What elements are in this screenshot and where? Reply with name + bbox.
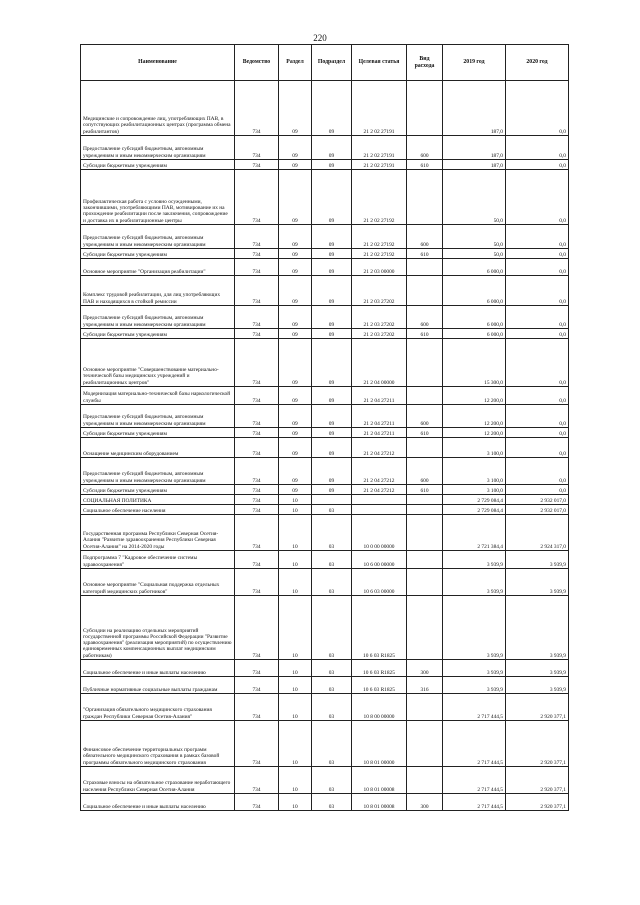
header-2020: 2020 год (506, 45, 569, 81)
cell-2019: 2 717 444,5 (443, 721, 506, 767)
cell-podrazdel: 09 (312, 81, 352, 136)
cell-name: "Организация обязательного медицинского страхования граждан Республики Северная Осетия-Алания" (81, 694, 235, 721)
cell-target-article: 21 2 04 27211 (352, 387, 407, 405)
cell-2019: 2 729 084,4 (443, 505, 506, 515)
cell-target-article: 21 2 04 27212 (352, 438, 407, 458)
table-row (81, 428, 569, 438)
cell-2020: 0,0 (506, 438, 569, 458)
cell-ved: 734 (235, 438, 279, 458)
cell-target-article: 21 2 04 27212 (352, 485, 407, 495)
cell-ved: 734 (235, 276, 279, 306)
cell-target-article: 10 6 03 R1825 (352, 660, 407, 677)
cell-target-article: 10 8 00 00000 (352, 694, 407, 721)
cell-razdel: 09 (279, 458, 312, 485)
cell-podrazdel: 03 (312, 767, 352, 794)
cell-expense-type (407, 694, 443, 721)
table-row (81, 259, 569, 276)
cell-expense-type (407, 170, 443, 225)
cell-2020: 3 939,9 (506, 677, 569, 694)
cell-target-article: 21 2 04 27211 (352, 428, 407, 438)
cell-expense-type: 600 (407, 458, 443, 485)
cell-name: Профилактическая работа с условно осужденными, закончившими, употребляющими ПАВ, мотивирование их на прохождение реабилитации после заключения, сопровождение и доставка их в реабилитационные центры (81, 170, 235, 225)
cell-2019: 3 939,9 (443, 660, 506, 677)
cell-2020: 2 920 377,1 (506, 721, 569, 767)
cell-2020: 0,0 (506, 259, 569, 276)
cell-razdel: 10 (279, 677, 312, 694)
cell-razdel: 09 (279, 136, 312, 160)
table-row (81, 485, 569, 495)
table-row (81, 694, 569, 721)
cell-2019: 6 000,0 (443, 329, 506, 339)
cell-target-article: 21 2 03 27202 (352, 329, 407, 339)
cell-name: СОЦИАЛЬНАЯ ПОЛИТИКА (81, 495, 235, 505)
cell-2019: 6 000,0 (443, 276, 506, 306)
cell-expense-type (407, 721, 443, 767)
cell-expense-type: 600 (407, 136, 443, 160)
cell-podrazdel: 09 (312, 170, 352, 225)
cell-2019: 12 200,0 (443, 405, 506, 428)
cell-ved: 734 (235, 569, 279, 596)
cell-expense-type (407, 551, 443, 569)
cell-name: Субсидии бюджетным учреждениям (81, 428, 235, 438)
cell-name: Государственная программа Республики Северная Осетия-Алания "Развитие здравоохранения Республики Северная Осетия-Алания" на 2014-2020 годы (81, 515, 235, 551)
cell-2020: 0,0 (506, 170, 569, 225)
cell-2020: 0,0 (506, 405, 569, 428)
table-row (81, 721, 569, 767)
cell-ved: 734 (235, 249, 279, 259)
cell-2020: 0,0 (506, 306, 569, 329)
cell-2020: 3 939,9 (506, 596, 569, 660)
cell-razdel: 09 (279, 339, 312, 387)
cell-2019: 3 939,9 (443, 551, 506, 569)
cell-razdel: 09 (279, 249, 312, 259)
cell-2020: 0,0 (506, 339, 569, 387)
cell-razdel: 09 (279, 259, 312, 276)
cell-razdel: 09 (279, 329, 312, 339)
cell-2020: 0,0 (506, 485, 569, 495)
budget-table (80, 44, 569, 811)
cell-podrazdel: 09 (312, 458, 352, 485)
cell-razdel: 09 (279, 170, 312, 225)
cell-name: Основное мероприятие "Социальная поддержка отдельных категорий медицинских работников" (81, 569, 235, 596)
cell-target-article: 21 2 04 00000 (352, 339, 407, 387)
cell-target-article: 10 8 01 00008 (352, 767, 407, 794)
table-row (81, 569, 569, 596)
cell-razdel: 09 (279, 225, 312, 249)
cell-2019: 50,0 (443, 170, 506, 225)
cell-ved: 734 (235, 694, 279, 721)
cell-expense-type: 610 (407, 160, 443, 170)
cell-podrazdel: 03 (312, 794, 352, 811)
cell-name: Комплекс трудовой реабилитации, для лиц употребляющих ПАВ и находящихся в стойкой ремиссии (81, 276, 235, 306)
cell-expense-type (407, 767, 443, 794)
cell-name: Оснащение медицинским оборудованием (81, 438, 235, 458)
cell-2020: 0,0 (506, 329, 569, 339)
cell-target-article: 21 2 04 27212 (352, 458, 407, 485)
table-row (81, 495, 569, 505)
table-row (81, 505, 569, 515)
cell-2019: 2 717 444,5 (443, 794, 506, 811)
cell-podrazdel: 09 (312, 249, 352, 259)
cell-2019: 3 939,9 (443, 677, 506, 694)
cell-name: Субсидии бюджетным учреждениям (81, 329, 235, 339)
cell-2019: 2 721 384,4 (443, 515, 506, 551)
header-2019: 2019 год (443, 45, 506, 81)
cell-razdel: 10 (279, 767, 312, 794)
table-row (81, 339, 569, 387)
cell-2020: 0,0 (506, 160, 569, 170)
cell-podrazdel: 09 (312, 259, 352, 276)
table-row (81, 329, 569, 339)
page-number: 220 (313, 33, 327, 43)
cell-podrazdel: 09 (312, 428, 352, 438)
cell-podrazdel (312, 495, 352, 505)
cell-ved: 734 (235, 495, 279, 505)
cell-ved: 734 (235, 721, 279, 767)
cell-name: Основное мероприятие "Организация реабилитации" (81, 259, 235, 276)
cell-ved: 734 (235, 405, 279, 428)
cell-target-article: 21 2 02 27192 (352, 170, 407, 225)
cell-2020: 2 924 317,0 (506, 515, 569, 551)
table-row (81, 405, 569, 428)
cell-razdel: 10 (279, 721, 312, 767)
cell-target-article: 21 2 02 27192 (352, 249, 407, 259)
cell-2019: 3 939,9 (443, 569, 506, 596)
cell-podrazdel: 03 (312, 505, 352, 515)
table-row (81, 81, 569, 136)
table-row (81, 225, 569, 249)
cell-razdel: 10 (279, 694, 312, 721)
cell-expense-type: 610 (407, 329, 443, 339)
cell-podrazdel: 09 (312, 387, 352, 405)
cell-name: Предоставление субсидий бюджетным, автономным учреждениям и иным некоммерческим организациям (81, 405, 235, 428)
table-row (81, 136, 569, 160)
cell-podrazdel: 03 (312, 677, 352, 694)
table-row (81, 767, 569, 794)
cell-target-article: 10 8 01 00000 (352, 721, 407, 767)
cell-ved: 734 (235, 677, 279, 694)
cell-2019: 6 000,0 (443, 259, 506, 276)
cell-expense-type (407, 515, 443, 551)
cell-podrazdel: 09 (312, 329, 352, 339)
cell-razdel: 10 (279, 505, 312, 515)
cell-2019: 3 100,0 (443, 485, 506, 495)
cell-name: Предоставление субсидий бюджетным, автономным учреждениям и иным некоммерческим организациям (81, 136, 235, 160)
cell-expense-type: 600 (407, 225, 443, 249)
cell-2020: 2 920 377,1 (506, 767, 569, 794)
cell-expense-type: 600 (407, 306, 443, 329)
cell-razdel: 09 (279, 306, 312, 329)
cell-podrazdel: 09 (312, 485, 352, 495)
cell-target-article: 21 2 02 27191 (352, 160, 407, 170)
cell-2020: 0,0 (506, 458, 569, 485)
cell-razdel: 10 (279, 596, 312, 660)
cell-ved: 734 (235, 458, 279, 485)
cell-2020: 3 939,9 (506, 660, 569, 677)
cell-target-article: 10 6 00 00000 (352, 551, 407, 569)
cell-2020: 0,0 (506, 428, 569, 438)
cell-expense-type (407, 387, 443, 405)
cell-name: Субсидии бюджетным учреждениям (81, 485, 235, 495)
cell-2019: 187,0 (443, 81, 506, 136)
cell-razdel: 09 (279, 276, 312, 306)
cell-ved: 734 (235, 596, 279, 660)
cell-ved: 734 (235, 329, 279, 339)
cell-razdel: 09 (279, 160, 312, 170)
cell-name: Финансовое обеспечение территориальных программ обязательного медицинского страхования в рамках базовой программы обязательного медицинского страхования (81, 721, 235, 767)
cell-name: Публичные нормативные социальные выплаты гражданам (81, 677, 235, 694)
table-row (81, 794, 569, 811)
table-row (81, 249, 569, 259)
cell-podrazdel: 03 (312, 569, 352, 596)
cell-expense-type: 316 (407, 677, 443, 694)
cell-2020: 3 939,9 (506, 569, 569, 596)
cell-target-article: 10 6 03 R1825 (352, 596, 407, 660)
cell-podrazdel: 09 (312, 339, 352, 387)
cell-ved: 734 (235, 387, 279, 405)
table-row (81, 677, 569, 694)
cell-2020: 0,0 (506, 249, 569, 259)
cell-ved: 734 (235, 551, 279, 569)
cell-podrazdel: 09 (312, 276, 352, 306)
table-header-row (81, 45, 569, 81)
cell-2019: 50,0 (443, 225, 506, 249)
table-row (81, 170, 569, 225)
cell-name: Медицинские и сопровождение лиц, употребляющих ПАВ, в сопутствующих реабилитационных центрах (программа обмена реабилитантов) (81, 81, 235, 136)
table-row (81, 387, 569, 405)
cell-expense-type (407, 339, 443, 387)
cell-podrazdel: 03 (312, 721, 352, 767)
cell-ved: 734 (235, 767, 279, 794)
cell-2019: 50,0 (443, 249, 506, 259)
cell-target-article: 21 2 02 27191 (352, 81, 407, 136)
cell-name: Субсидии на реализацию отдельных мероприятий государственной программы Российской Федерации "Развитие здравоохранения" (реализация мероприятий) по осуществлению единовременных компенсационных выплат медицинским работникам) (81, 596, 235, 660)
cell-expense-type: 300 (407, 660, 443, 677)
cell-name: Страховые взносы на обязательное страхование неработающего населения Республики Северная Осетия-Алания (81, 767, 235, 794)
cell-target-article: 21 2 02 27192 (352, 225, 407, 249)
cell-razdel: 09 (279, 438, 312, 458)
cell-2019: 12 200,0 (443, 428, 506, 438)
table-row (81, 306, 569, 329)
cell-podrazdel: 03 (312, 596, 352, 660)
cell-expense-type (407, 438, 443, 458)
cell-2020: 0,0 (506, 276, 569, 306)
cell-podrazdel: 09 (312, 306, 352, 329)
cell-2019: 187,0 (443, 160, 506, 170)
cell-podrazdel: 03 (312, 551, 352, 569)
cell-razdel: 09 (279, 485, 312, 495)
cell-ved: 734 (235, 428, 279, 438)
table-row (81, 660, 569, 677)
cell-ved: 734 (235, 136, 279, 160)
cell-podrazdel: 09 (312, 438, 352, 458)
cell-ved: 734 (235, 515, 279, 551)
cell-expense-type: 610 (407, 249, 443, 259)
cell-target-article: 21 2 03 27202 (352, 276, 407, 306)
cell-name: Социальное обеспечение и иные выплаты населению (81, 794, 235, 811)
cell-expense-type (407, 259, 443, 276)
cell-ved: 734 (235, 160, 279, 170)
cell-name: Основное мероприятие "Совершенствование материально-технической базы медицинских учреждений и реабилитационных центров" (81, 339, 235, 387)
table-body (81, 81, 569, 811)
cell-target-article (352, 495, 407, 505)
cell-razdel: 09 (279, 81, 312, 136)
cell-name: Социальное обеспечение и иные выплаты населению (81, 660, 235, 677)
header-name: Наименование (81, 45, 235, 81)
cell-razdel: 10 (279, 551, 312, 569)
header-expense-type: Вид расхода (407, 45, 443, 81)
cell-ved: 734 (235, 259, 279, 276)
cell-podrazdel: 03 (312, 694, 352, 721)
cell-ved: 734 (235, 505, 279, 515)
cell-razdel: 10 (279, 569, 312, 596)
cell-ved: 734 (235, 660, 279, 677)
cell-2020: 2 920 377,1 (506, 694, 569, 721)
cell-razdel: 09 (279, 405, 312, 428)
cell-ved: 734 (235, 794, 279, 811)
cell-name: Предоставление субсидий бюджетным, автономным учреждениям и иным некоммерческим организациям (81, 306, 235, 329)
cell-razdel: 10 (279, 794, 312, 811)
cell-name: Предоставление субсидий бюджетным, автономным учреждениям и иным некоммерческим организациям (81, 225, 235, 249)
cell-2020: 2 920 377,1 (506, 794, 569, 811)
cell-expense-type: 300 (407, 794, 443, 811)
cell-ved: 734 (235, 225, 279, 249)
cell-name: Подпрограмма 7 "Кадровое обеспечение системы здравоохранения" (81, 551, 235, 569)
cell-2020: 2 932 017,0 (506, 495, 569, 505)
cell-ved: 734 (235, 339, 279, 387)
header-target-article: Целевая статья (352, 45, 407, 81)
cell-2020: 3 939,9 (506, 551, 569, 569)
cell-2019: 3 100,0 (443, 438, 506, 458)
cell-2020: 0,0 (506, 387, 569, 405)
cell-target-article: 21 2 02 27191 (352, 136, 407, 160)
cell-razdel: 10 (279, 495, 312, 505)
cell-2020: 0,0 (506, 81, 569, 136)
cell-target-article: 10 0 00 00000 (352, 515, 407, 551)
cell-2020: 0,0 (506, 136, 569, 160)
cell-target-article: 21 2 04 27211 (352, 405, 407, 428)
cell-2020: 2 932 017,0 (506, 505, 569, 515)
header-razdel: Раздел (279, 45, 312, 81)
table-row (81, 551, 569, 569)
cell-podrazdel: 09 (312, 136, 352, 160)
cell-2019: 2 729 084,4 (443, 495, 506, 505)
cell-2019: 15 300,0 (443, 339, 506, 387)
header-ved: Ведомство (235, 45, 279, 81)
cell-expense-type: 610 (407, 428, 443, 438)
cell-2019: 2 717 444,5 (443, 694, 506, 721)
cell-expense-type (407, 276, 443, 306)
cell-target-article: 21 2 03 00000 (352, 259, 407, 276)
table-row (81, 160, 569, 170)
cell-2019: 187,0 (443, 136, 506, 160)
table-row (81, 438, 569, 458)
cell-expense-type (407, 505, 443, 515)
table-row (81, 458, 569, 485)
cell-razdel: 09 (279, 428, 312, 438)
cell-razdel: 10 (279, 660, 312, 677)
cell-podrazdel: 09 (312, 160, 352, 170)
cell-expense-type: 610 (407, 485, 443, 495)
cell-razdel: 09 (279, 387, 312, 405)
cell-target-article: 10 6 03 00000 (352, 569, 407, 596)
cell-2019: 3 100,0 (443, 458, 506, 485)
table-row (81, 276, 569, 306)
cell-target-article: 10 8 01 00008 (352, 794, 407, 811)
cell-expense-type (407, 569, 443, 596)
table-row (81, 515, 569, 551)
cell-2019: 2 717 444,5 (443, 767, 506, 794)
cell-target-article: 21 2 03 27202 (352, 306, 407, 329)
cell-podrazdel: 09 (312, 225, 352, 249)
cell-2020: 0,0 (506, 225, 569, 249)
cell-podrazdel: 03 (312, 660, 352, 677)
cell-expense-type (407, 596, 443, 660)
cell-name: Модернизация материально-технической базы наркологической службы (81, 387, 235, 405)
cell-razdel: 10 (279, 515, 312, 551)
cell-2019: 3 939,9 (443, 596, 506, 660)
cell-name: Субсидии бюджетным учреждениям (81, 249, 235, 259)
cell-name: Субсидии бюджетным учреждениям (81, 160, 235, 170)
cell-ved: 734 (235, 485, 279, 495)
cell-podrazdel: 09 (312, 405, 352, 428)
cell-expense-type (407, 495, 443, 505)
cell-target-article (352, 505, 407, 515)
cell-2019: 12 200,0 (443, 387, 506, 405)
cell-expense-type (407, 81, 443, 136)
cell-ved: 734 (235, 81, 279, 136)
table-row (81, 596, 569, 660)
cell-ved: 734 (235, 170, 279, 225)
cell-ved: 734 (235, 306, 279, 329)
cell-name: Предоставление субсидий бюджетным, автономным учреждениям и иным некоммерческим организациям (81, 458, 235, 485)
cell-expense-type: 600 (407, 405, 443, 428)
cell-target-article: 10 6 03 R1825 (352, 677, 407, 694)
header-podrazdel: Подраздел (312, 45, 352, 81)
cell-name: Социальное обеспечение населения (81, 505, 235, 515)
cell-podrazdel: 03 (312, 515, 352, 551)
cell-2019: 6 000,0 (443, 306, 506, 329)
